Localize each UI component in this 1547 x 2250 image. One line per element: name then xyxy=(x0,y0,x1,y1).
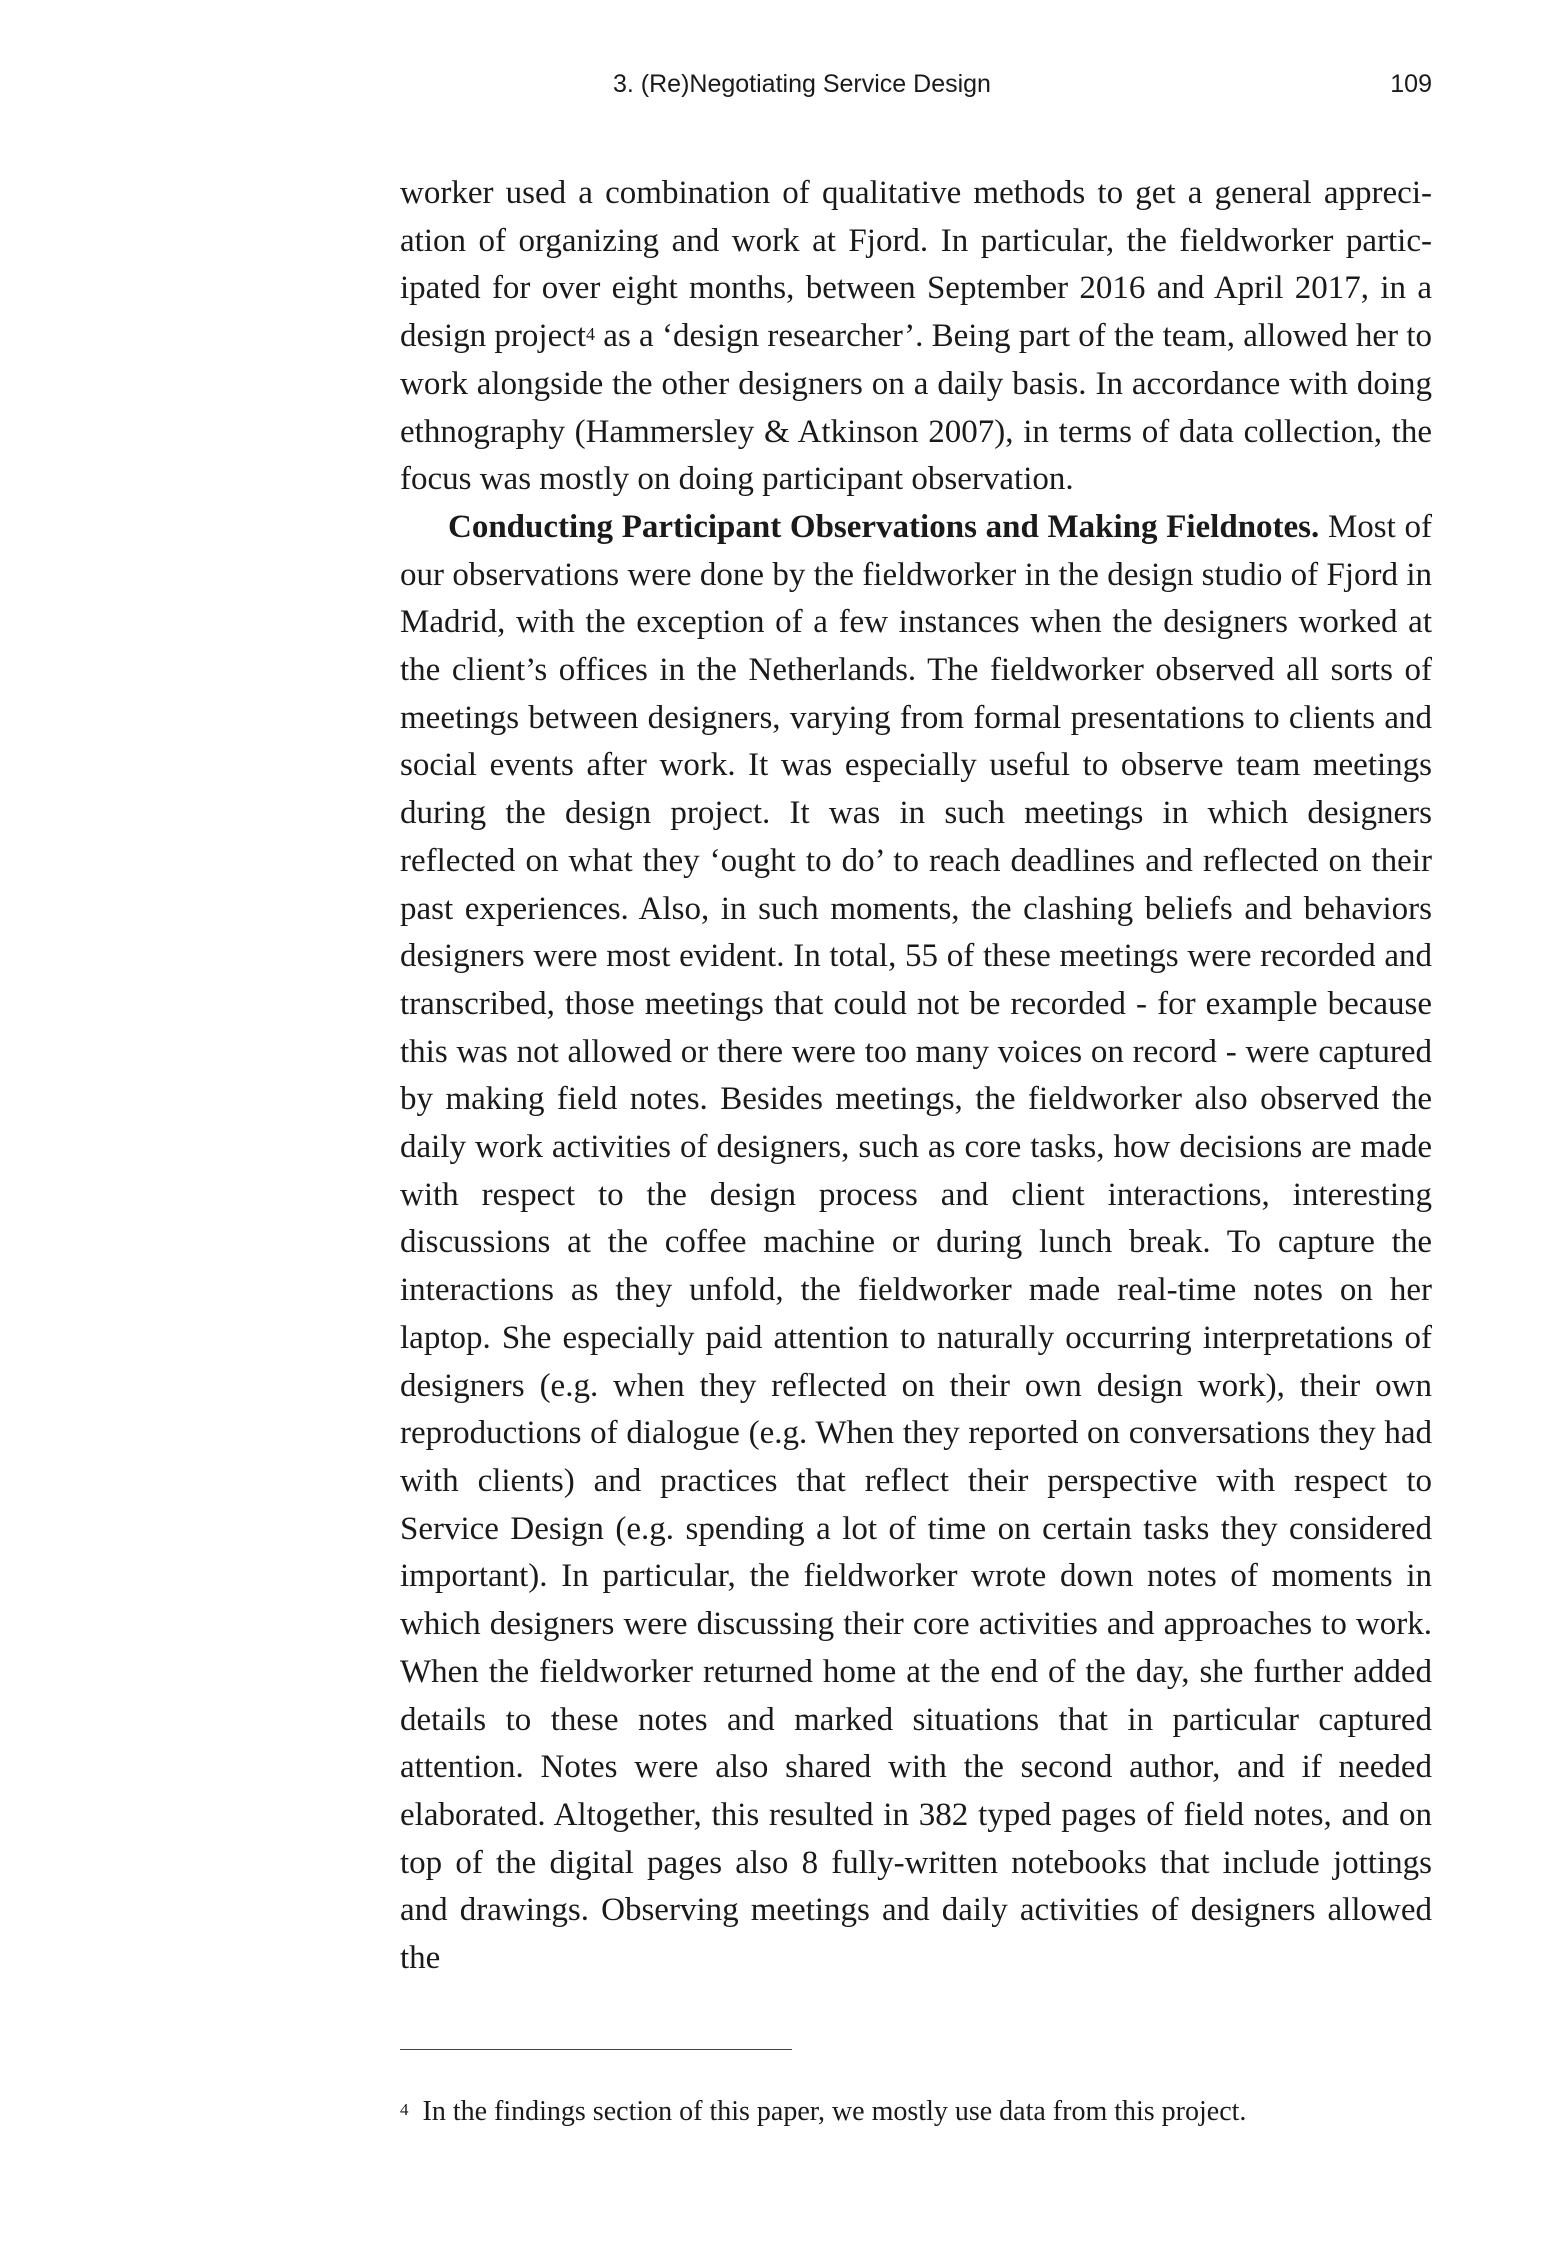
page-number: 109 xyxy=(1390,70,1432,98)
footnote-marker: 4 xyxy=(400,2100,409,2119)
body-text xyxy=(400,170,1432,1983)
paragraph-1 xyxy=(400,170,1432,504)
footnote-text: In the findings section of this paper, we mostly use data from this project. xyxy=(422,2096,1247,2127)
footnote-divider xyxy=(400,2049,792,2050)
paragraph-1-text-b: as a ‘design researcher’. Being part of the team, allowed her to work alongside the other designers on a daily basis. In accordance with doing ethnography (Hammersley & Atkinson 2007), in terms of data collection, the focus was mostly on doing participant observation. xyxy=(400,318,1432,498)
footnote xyxy=(400,2092,1432,2132)
paragraph-2-text: Most of our observations were done by the fieldworker in the design studio of Fjord in Madrid, with the exception of a few instances when the designers worked at the client’s offices in the Netherlands. The fieldworker observed all sorts of meetings between designers, varying from formal presentations to clients and social events after work. It was especially useful to observe team meetings during the design project. It was in such meetings in which designers reflected on what they ‘ought to do’ to reach deadlines and reflected on their past experiences. Also, in such moments, the clashing beliefs and behaviors designers were most evident. In total, 55 of these meetings were recorded and transcribed, those meetings that could not be recorded - for example because this was not allowed or there were too many voices on record - were captured by making field notes. Besides meetings, the fieldworker also observed the daily work activities of designers, such as core tasks, how decisions are made with respect to the design process and client interactions, interesting discussions at the coffee machine or during lunch break. To capture the interactions as they unfold, the fieldworker made real-time notes on her laptop. She especially paid attention to naturally occurring interpretations of designers (e.g. when they reflected on their own design work), their own reproductions of dialogue (e.g. When they reported on conversations they had with clients) and practices that reflect their perspective with respect to Service Design (e.g. spending a lot of time on certain tasks they considered important). In particular, the fieldworker wrote down notes of moments in which designers were discussing their core activities and approaches to work. When the fieldworker returned home at the end of the day, she further added details to these notes and marked situations that in particular captured attention. Notes were also shared with the second author, and if needed elaborated. Altogether, this resulted in 382 typed pages of field notes, and on top of the digital pages also 8 fully-written notebooks that include jottings and drawings. Observing meetings and daily activities of designers allowed the xyxy=(400,508,1432,1977)
running-header xyxy=(400,70,1432,104)
footnote-reference: 4 xyxy=(586,324,596,345)
running-title: 3. (Re)Negotiating Service Design xyxy=(613,70,991,98)
paragraph-1-text-a: worker used a combination of qualitative methods to get a general appreciation of organizing and work at Fjord. In particular, the fieldworker participated for over eight months, between September 2016 and April 2017, in a design project xyxy=(400,175,1432,355)
section-heading: Conducting Participant Observations and Making Fieldnotes. xyxy=(448,508,1320,545)
paragraph-2 xyxy=(400,504,1432,1983)
